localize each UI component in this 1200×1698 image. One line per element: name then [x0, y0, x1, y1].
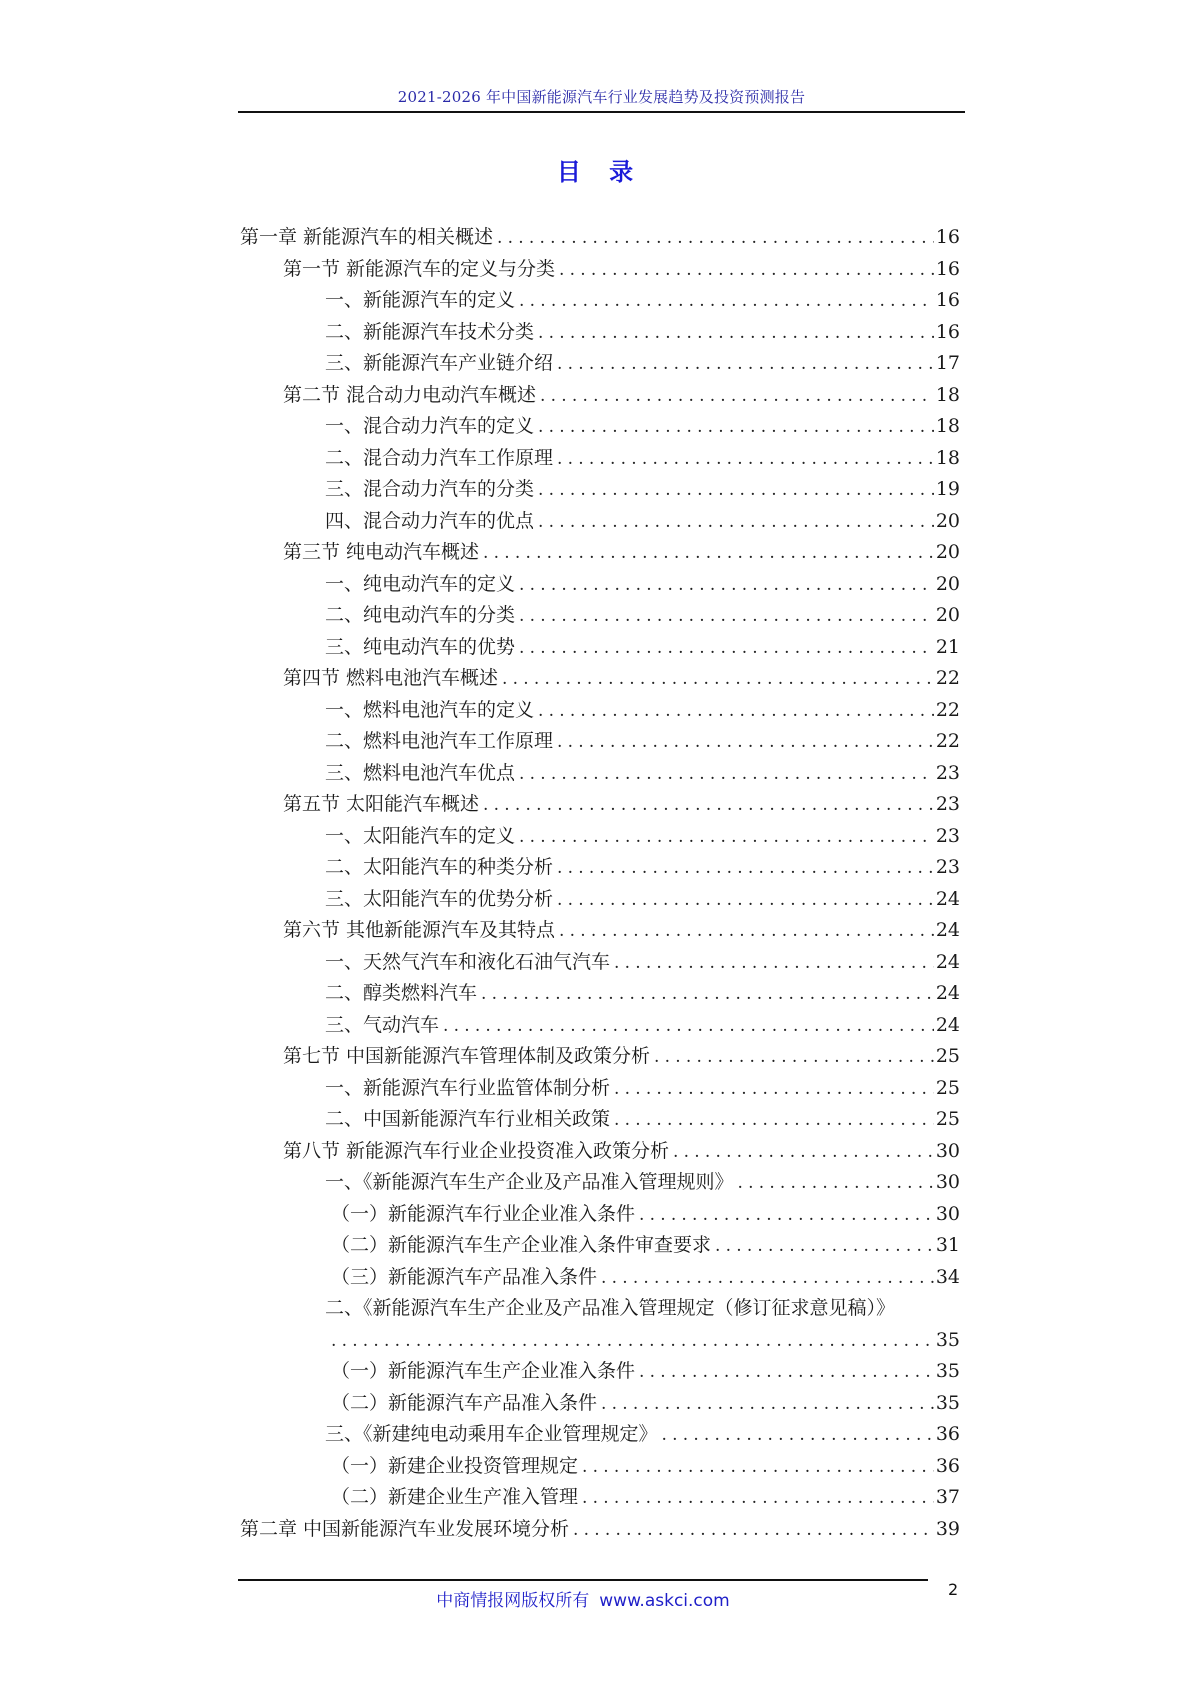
toc-entry[interactable]: [0, 1230, 1200, 1262]
toc-entry-line: [325, 348, 960, 381]
toc-entry-line: [325, 726, 960, 759]
toc-entry-label: 三、气动汽车: [325, 1010, 443, 1042]
toc-entry-page-number: 34: [935, 1265, 960, 1288]
toc-entry-page-number: 25: [935, 1045, 960, 1067]
toc-entry-page-number: 39: [935, 1517, 960, 1540]
toc-entry-line: [325, 317, 960, 350]
page-number: 2: [948, 1580, 959, 1599]
dot-leader: [614, 948, 934, 980]
toc-entry[interactable]: [0, 1104, 1200, 1136]
dot-leader: [654, 1042, 934, 1074]
toc-entry-line: [283, 380, 960, 413]
toc-entry[interactable]: [0, 348, 1200, 380]
toc-entry-label: 四、混合动力汽车的优点: [325, 506, 538, 538]
dot-leader: [557, 444, 934, 476]
dot-leader: [481, 979, 934, 1011]
toc-entry-page-number: 21: [935, 635, 960, 658]
toc-entry-page-number: 16: [935, 289, 960, 311]
toc-entry[interactable]: [0, 1293, 1200, 1325]
running-header: 2021-2026 年中国新能源汽车行业发展趋势及投资预测报告: [397, 88, 806, 106]
toc-entry-page-number: 18: [935, 446, 960, 469]
toc-entry-line: [331, 1482, 960, 1515]
toc-entry-label: 一、太阳能汽车的定义: [325, 821, 519, 853]
toc-entry-line: [325, 632, 960, 665]
toc-entry-label: 第三节 纯电动汽车概述: [283, 537, 483, 569]
toc-entry-page-number: 24: [935, 982, 960, 1004]
toc-entry[interactable]: [0, 506, 1200, 538]
toc-entry-page-number: 30: [935, 1202, 960, 1225]
footer-copyright-text: 中商情报网版权所有: [436, 1591, 590, 1611]
toc-entry-page-number: 24: [935, 887, 960, 910]
toc-entry-line: [331, 1325, 960, 1358]
toc-entry-line: [325, 1419, 960, 1452]
dot-leader: [538, 507, 934, 539]
dot-leader: [557, 349, 934, 381]
table-of-contents: [0, 222, 1200, 1545]
toc-entry[interactable]: [0, 1010, 1200, 1042]
toc-entry-line: [325, 1167, 960, 1200]
toc-entry-line: [240, 1514, 960, 1547]
toc-entry-line: [325, 1104, 960, 1137]
toc-entry-line: [283, 254, 960, 287]
toc-entry[interactable]: [0, 1514, 1200, 1546]
toc-entry-line: [331, 1199, 960, 1232]
dot-leader: [557, 727, 934, 759]
toc-entry-label: （二）新能源汽车生产企业准入条件审查要求: [331, 1230, 715, 1262]
toc-entry-label: 一、天然气汽车和液化石油气汽车: [325, 947, 614, 979]
toc-entry[interactable]: [0, 1356, 1200, 1388]
footer-divider: [238, 1579, 928, 1581]
toc-entry-page-number: 36: [935, 1454, 960, 1477]
toc-entry-line: [325, 474, 960, 507]
toc-entry-line: [325, 443, 960, 476]
dot-leader: [540, 381, 934, 413]
toc-entry[interactable]: [0, 569, 1200, 601]
toc-entry[interactable]: [0, 821, 1200, 853]
toc-entry[interactable]: [0, 317, 1200, 349]
toc-entry-label: 三、《新建纯电动乘用车企业管理规定》: [325, 1419, 662, 1451]
dot-leader: [673, 1137, 934, 1169]
toc-entry[interactable]: [0, 1451, 1200, 1483]
toc-entry-label: （二）新能源汽车产品准入条件: [331, 1388, 601, 1420]
toc-entry[interactable]: [0, 1419, 1200, 1451]
dot-leader: [519, 570, 934, 602]
dot-leader: [557, 885, 934, 917]
toc-entry-label: 二、中国新能源汽车行业相关政策: [325, 1104, 614, 1136]
toc-entry-label: 三、纯电动汽车的优势: [325, 632, 519, 664]
toc-entry-page-number: 22: [935, 730, 960, 752]
toc-entry[interactable]: [0, 1262, 1200, 1294]
toc-entry[interactable]: [0, 411, 1200, 443]
toc-entry[interactable]: [0, 600, 1200, 632]
toc-entry-label: 第一节 新能源汽车的定义与分类: [283, 254, 559, 286]
toc-entry-page-number: 35: [935, 1328, 960, 1351]
toc-entry-page-number: 20: [935, 541, 960, 563]
toc-entry-line: [331, 1230, 960, 1263]
toc-entry[interactable]: [0, 380, 1200, 412]
toc-title: 目 录: [556, 158, 644, 186]
dot-leader: [331, 1326, 934, 1358]
toc-entry-page-number: 22: [935, 667, 960, 689]
toc-entry-line: [325, 506, 960, 539]
toc-entry-page-number: 20: [935, 604, 960, 626]
toc-entry[interactable]: [0, 1041, 1200, 1073]
toc-entry-page-number: 37: [935, 1486, 960, 1508]
toc-entry-label: 三、太阳能汽车的优势分析: [325, 884, 557, 916]
toc-entry-line: [325, 695, 960, 728]
toc-entry-page-number: 18: [935, 383, 960, 406]
dot-leader: [538, 412, 934, 444]
toc-entry-line: [283, 915, 960, 948]
toc-entry-label: 第四节 燃料电池汽车概述: [283, 663, 502, 695]
dot-leader: [639, 1200, 934, 1232]
toc-entry-label: （一）新建企业投资管理规定: [331, 1451, 582, 1483]
dot-leader: [639, 1357, 934, 1389]
toc-entry-label: 第二章 中国新能源汽车业发展环境分析: [240, 1514, 573, 1546]
dot-leader: [519, 759, 934, 791]
dot-leader: [559, 255, 934, 287]
toc-entry-page-number: 16: [935, 226, 960, 248]
toc-entry-line: [325, 1010, 960, 1043]
toc-entry-label: 三、新能源汽车产业链介绍: [325, 348, 557, 380]
toc-entry-label: 第六节 其他新能源汽车及其特点: [283, 915, 559, 947]
toc-entry-label: 二、《新能源汽车生产企业及产品准入管理规定（修订征求意见稿）》: [325, 1293, 899, 1325]
toc-entry-label: 第七节 中国新能源汽车管理体制及政策分析: [283, 1041, 654, 1073]
toc-entry-line: [325, 758, 960, 791]
toc-entry-line: [283, 1041, 960, 1074]
dot-leader: [538, 696, 934, 728]
toc-entry-page-number: 20: [935, 509, 960, 532]
dot-leader: [502, 664, 934, 696]
toc-entry-page-number: 24: [935, 919, 960, 941]
dot-leader: [738, 1168, 934, 1200]
toc-entry-page-number: 23: [935, 793, 960, 815]
toc-entry-line: [283, 789, 960, 822]
toc-entry-page-number: 16: [935, 257, 960, 280]
toc-entry-label: 二、新能源汽车技术分类: [325, 317, 538, 349]
toc-entry-label: 二、太阳能汽车的种类分析: [325, 852, 557, 884]
toc-entry[interactable]: [0, 852, 1200, 884]
toc-entry-label: 一、新能源汽车的定义: [325, 285, 519, 317]
toc-entry-page-number: 24: [935, 950, 960, 973]
toc-entry[interactable]: [0, 254, 1200, 286]
dot-leader: [557, 853, 934, 885]
toc-entry-label: （二）新建企业生产准入管理: [331, 1482, 582, 1514]
toc-entry-page-number: 35: [935, 1360, 960, 1382]
toc-entry-label: 第一章 新能源汽车的相关概述: [240, 222, 497, 254]
toc-entry-line: [240, 222, 960, 255]
toc-entry[interactable]: [0, 1482, 1200, 1514]
toc-entry-label: （一）新能源汽车行业企业准入条件: [331, 1199, 639, 1231]
toc-entry-line: [325, 569, 960, 602]
toc-entry[interactable]: [0, 1167, 1200, 1199]
toc-entry-page-number: 24: [935, 1013, 960, 1036]
toc-entry[interactable]: [0, 915, 1200, 947]
toc-entry-label: 二、混合动力汽车工作原理: [325, 443, 557, 475]
dot-leader: [573, 1515, 934, 1547]
dot-leader: [582, 1483, 934, 1515]
toc-entry-label: 一、《新能源汽车生产企业及产品准入管理规则》: [325, 1167, 738, 1199]
toc-entry-label: 三、燃料电池汽车优点: [325, 758, 519, 790]
toc-entry[interactable]: [0, 884, 1200, 916]
toc-entry[interactable]: [0, 1136, 1200, 1168]
toc-entry-line: [325, 1293, 960, 1325]
dot-leader: [519, 286, 934, 318]
toc-entry-label: （三）新能源汽车产品准入条件: [331, 1262, 601, 1294]
toc-entry-label: 二、纯电动汽车的分类: [325, 600, 519, 632]
toc-entry[interactable]: [0, 1388, 1200, 1420]
toc-entry-page-number: 18: [935, 415, 960, 437]
dot-leader: [443, 1011, 934, 1043]
toc-entry[interactable]: [0, 663, 1200, 695]
toc-entry-page-number: 19: [935, 478, 960, 500]
toc-entry-line: [325, 1073, 960, 1106]
toc-entry[interactable]: [0, 947, 1200, 979]
toc-entry-label: 第五节 太阳能汽车概述: [283, 789, 483, 821]
header-divider: [238, 111, 965, 113]
toc-entry-page-number: 23: [935, 824, 960, 847]
toc-entry-line: [325, 600, 960, 633]
toc-entry-label: （一）新能源汽车生产企业准入条件: [331, 1356, 639, 1388]
toc-entry[interactable]: [0, 1073, 1200, 1105]
toc-entry-line: [331, 1451, 960, 1484]
toc-entry-line: [325, 821, 960, 854]
toc-entry-line: [331, 1356, 960, 1389]
footer-url-link[interactable]: www.askci.com: [599, 1591, 730, 1611]
toc-entry-label: 一、新能源汽车行业监管体制分析: [325, 1073, 614, 1105]
toc-entry-page-number: 25: [935, 1108, 960, 1130]
dot-leader: [582, 1452, 934, 1484]
toc-entry[interactable]: [0, 726, 1200, 758]
toc-entry-page-number: 30: [935, 1139, 960, 1162]
toc-entry-label: 第八节 新能源汽车行业企业投资准入政策分析: [283, 1136, 673, 1168]
dot-leader: [519, 633, 934, 665]
toc-entry[interactable]: [0, 789, 1200, 821]
dot-leader: [483, 790, 934, 822]
dot-leader: [538, 475, 934, 507]
dot-leader: [483, 538, 934, 570]
toc-entry-page-number: 35: [935, 1391, 960, 1414]
toc-entry[interactable]: [0, 443, 1200, 475]
toc-entry[interactable]: [0, 1325, 1200, 1357]
toc-entry-label: 一、混合动力汽车的定义: [325, 411, 538, 443]
toc-entry[interactable]: [0, 1199, 1200, 1231]
toc-entry-page-number: 20: [935, 572, 960, 595]
toc-entry[interactable]: [0, 222, 1200, 254]
toc-entry[interactable]: [0, 758, 1200, 790]
dot-leader: [614, 1105, 934, 1137]
dot-leader: [559, 916, 934, 948]
toc-entry-page-number: 36: [935, 1423, 960, 1445]
toc-entry-label: 一、纯电动汽车的定义: [325, 569, 519, 601]
toc-entry-label: 二、燃料电池汽车工作原理: [325, 726, 557, 758]
toc-entry-label: 二、醇类燃料汽车: [325, 978, 481, 1010]
toc-entry-line: [325, 978, 960, 1011]
toc-entry-page-number: 16: [935, 320, 960, 343]
dot-leader: [601, 1389, 934, 1421]
toc-entry[interactable]: [0, 537, 1200, 569]
toc-entry-line: [283, 1136, 960, 1169]
dot-leader: [662, 1420, 934, 1452]
toc-entry-line: [331, 1388, 960, 1421]
footer-copyright: [238, 1586, 928, 1611]
dot-leader: [519, 822, 934, 854]
toc-entry[interactable]: [0, 285, 1200, 317]
toc-entry[interactable]: [0, 632, 1200, 664]
dot-leader: [614, 1074, 934, 1106]
dot-leader: [538, 318, 934, 350]
toc-entry-line: [325, 852, 960, 885]
toc-entry[interactable]: [0, 695, 1200, 727]
toc-entry-page-number: 25: [935, 1076, 960, 1099]
toc-entry[interactable]: [0, 978, 1200, 1010]
toc-entry-page-number: 23: [935, 856, 960, 878]
toc-entry[interactable]: [0, 474, 1200, 506]
dot-leader: [715, 1231, 934, 1263]
toc-entry-page-number: 17: [935, 352, 960, 374]
toc-entry-line: [325, 884, 960, 917]
toc-entry-label: 一、燃料电池汽车的定义: [325, 695, 538, 727]
toc-entry-line: [325, 411, 960, 444]
toc-entry-page-number: 30: [935, 1171, 960, 1193]
dot-leader: [519, 601, 934, 633]
toc-entry-page-number: 22: [935, 698, 960, 721]
dot-leader: [497, 223, 934, 255]
toc-entry-line: [283, 537, 960, 570]
dot-leader: [601, 1263, 934, 1295]
toc-entry-line: [325, 947, 960, 980]
toc-entry-line: [283, 663, 960, 696]
toc-entry-label: 第二节 混合动力电动汽车概述: [283, 380, 540, 412]
toc-entry-page-number: 23: [935, 761, 960, 784]
toc-entry-line: [325, 285, 960, 318]
toc-entry-label: 三、混合动力汽车的分类: [325, 474, 538, 506]
toc-entry-line: [331, 1262, 960, 1295]
toc-entry-page-number: 31: [935, 1234, 960, 1256]
